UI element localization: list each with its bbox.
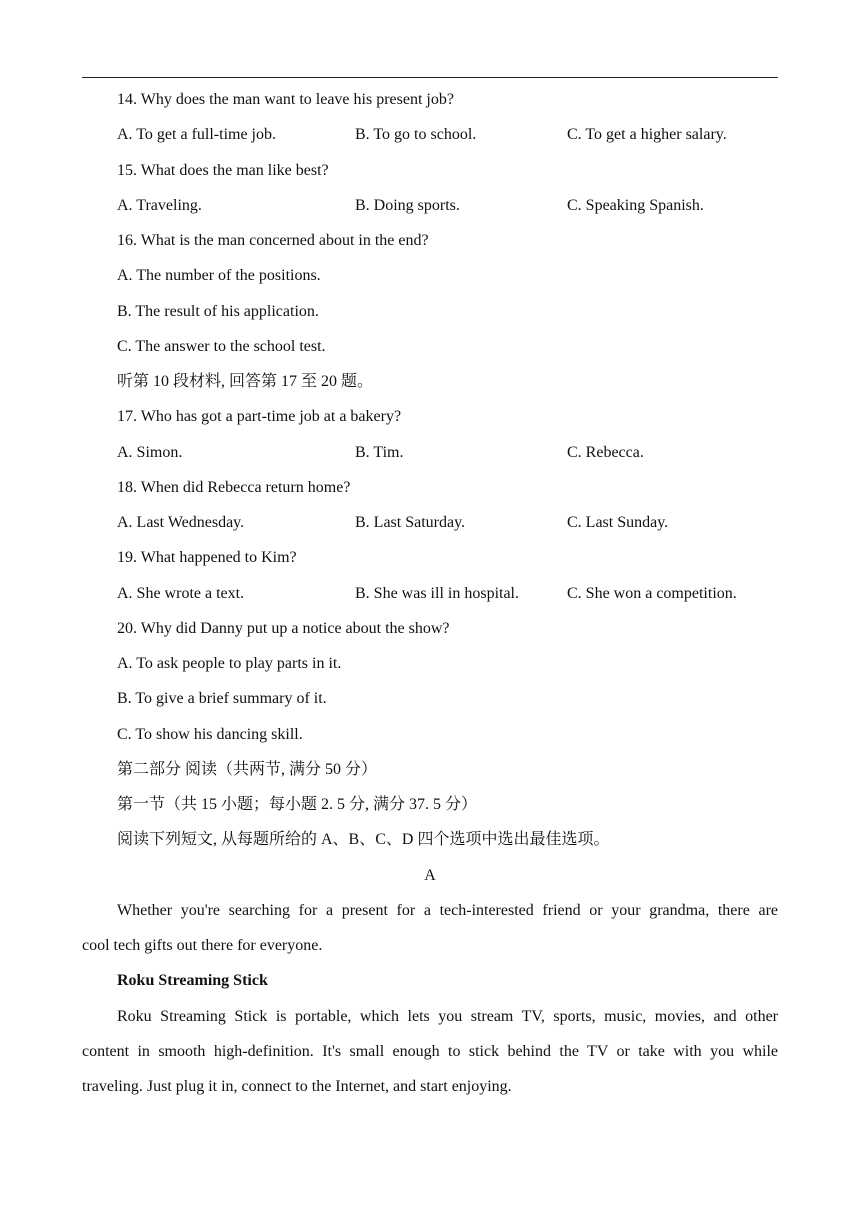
- question-14-options: [82, 123, 778, 158]
- option-b: B. She was ill in hospital.: [355, 584, 519, 602]
- product-heading: Roku Streaming Stick: [117, 972, 268, 990]
- question-17-options: [82, 441, 778, 476]
- option-b: B. The result of his application.: [117, 302, 319, 320]
- option-b: B. Last Saturday.: [355, 514, 466, 531]
- option-c: C. Speaking Spanish.: [567, 196, 704, 214]
- question-19-options: [82, 582, 778, 617]
- option-c: C. To show his dancing skill.: [117, 725, 303, 743]
- option-b: B. To go to school.: [355, 126, 477, 144]
- question-17: 17. Who has got a part-time job at a bakery?: [117, 408, 402, 426]
- option-a: A. To get a full-time job.: [117, 126, 276, 144]
- question-18-options: [82, 511, 778, 546]
- option-b: B. Tim.: [355, 443, 404, 461]
- question-14: 14. Why does the man want to leave his present job?: [117, 91, 454, 108]
- option-c: C. To get a higher salary.: [567, 126, 727, 144]
- exam-page: [82, 88, 778, 1110]
- option-a: A. The number of the positions.: [117, 267, 321, 285]
- section-10-instruction: 听第 10 段材料, 回答第 17 至 20 题。: [117, 373, 374, 390]
- part-2-heading: 第二部分 阅读（共两节, 满分 50 分）: [117, 760, 378, 778]
- option-c: C. Rebecca.: [567, 443, 644, 461]
- option-c: C. Last Sunday.: [567, 514, 669, 531]
- option-c: C. The answer to the school test.: [117, 337, 326, 355]
- option-c: C. She won a competition.: [567, 584, 737, 602]
- question-20: 20. Why did Danny put up a notice about the show?: [117, 619, 450, 637]
- question-15: 15. What does the man like best?: [117, 161, 329, 179]
- section-1-heading: 第一节（共 15 小题；每小题 2. 5 分, 满分 37. 5 分）: [117, 796, 478, 813]
- option-b: B. Doing sports.: [355, 196, 460, 214]
- question-18: 18. When did Rebecca return home?: [117, 478, 351, 496]
- option-a: A. Traveling.: [117, 196, 202, 214]
- reading-directions: 阅读下列短文, 从每题所给的 A、B、C、D 四个选项中选出最佳选项。: [117, 831, 610, 849]
- passage-intro-line: cool tech gifts out there for everyone.: [82, 937, 323, 954]
- passage-label: A: [424, 866, 436, 884]
- question-19: 19. What happened to Kim?: [117, 549, 297, 567]
- option-a: A. Simon.: [117, 443, 183, 461]
- option-a: A. To ask people to play parts in it.: [117, 655, 342, 672]
- passage-body-line: traveling. Just plug it in, connect to the Internet, and start enjoying.: [82, 1078, 512, 1095]
- header-rule: [82, 77, 778, 78]
- option-a: A. She wrote a text.: [117, 584, 245, 602]
- question-15-options: [82, 194, 778, 229]
- option-a: A. Last Wednesday.: [117, 514, 245, 531]
- passage-intro-line: Whether you're searching for a present for a tech-interested friend or your grandma, there are: [117, 901, 778, 919]
- passage-body-line: Roku Streaming Stick is portable, which lets you stream TV, sports, music, movies, and other: [117, 1007, 778, 1025]
- question-16: 16. What is the man concerned about in the end?: [117, 232, 429, 249]
- passage-body-line: content in smooth high-definition. It's small enough to stick behind the TV or take with you while: [82, 1042, 778, 1060]
- option-b: B. To give a brief summary of it.: [117, 690, 327, 708]
